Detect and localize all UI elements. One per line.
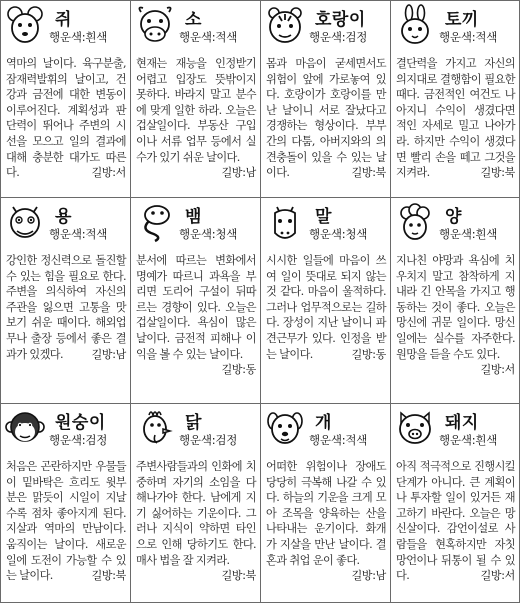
fortune-text	[136, 459, 256, 584]
lucky-direction: 길방:동	[351, 347, 386, 361]
fortune-text	[6, 56, 126, 181]
animal-name: 개	[315, 413, 332, 433]
lucky-color: 행운색:흰색	[439, 227, 498, 241]
lucky-color: 행운색:흰색	[439, 433, 498, 447]
snake-icon	[135, 201, 175, 243]
lucky-color: 행운색:검정	[49, 433, 108, 447]
zodiac-card-tiger	[260, 0, 391, 198]
card-header	[261, 198, 390, 246]
lucky-color: 행운색:적색	[179, 30, 238, 44]
dog-icon	[265, 407, 305, 449]
card-header	[261, 404, 390, 452]
lucky-color: 행운색:청색	[179, 227, 238, 241]
lucky-color: 행운색:적색	[49, 227, 108, 241]
fortune-text	[396, 253, 515, 378]
animal-name: 돼지	[445, 413, 479, 433]
animal-name: 원숭이	[55, 413, 106, 433]
animal-name: 용	[55, 207, 72, 227]
rabbit-icon	[395, 4, 435, 46]
fortune-text	[6, 253, 126, 362]
fortune-body: 처음은 곤란하지만 우물들이 밑바탁은 흐리도 윗부분은 맑듯이 시일이 지날수록 점차 좋아지게 된다. 지살과 역마의 만남이다. 움직이는 날이다. 새로운 일에 도전이 가능할 수 있는 날이다.	[6, 460, 126, 583]
horse-icon	[265, 201, 305, 243]
lucky-color: 행운색:검정	[309, 30, 368, 44]
animal-name: 말	[315, 207, 332, 227]
card-header	[131, 198, 260, 246]
fortune-text	[266, 56, 386, 181]
zodiac-card-sheep	[390, 197, 520, 404]
zodiac-card-snake	[130, 197, 261, 404]
monkey-icon	[5, 407, 45, 449]
animal-name: 뱀	[185, 207, 202, 227]
fortune-body: 어떠한 위험이나 장애도 당당히 극복해 나갈 수 있다. 하늘의 기운을 크게 모아 조목을 양육하는 산을 나타내는 운기이다. 화개가 지살을 만난 날이다. 결혼과 취업 운이 좋다.	[266, 460, 386, 567]
lucky-color: 행운색:검정	[179, 433, 238, 447]
lucky-direction: 길방:서	[480, 569, 515, 583]
fortune-body: 강인한 정신력으로 돌진할 수 있는 힘을 필요로 한다. 주변을 의식하여 자신의 주관을 잃으면 고통을 맛보기 쉬운 때이다. 해외업무나 출장 등에서 좋은 결과가 있겠다.	[6, 254, 126, 361]
lucky-direction: 길방:북	[351, 166, 386, 180]
animal-name: 소	[185, 10, 202, 30]
fortune-body: 주변사람들과의 인화에 치중하며 자기의 소임을 다 해나가야 한다. 남에게 지기 싫어하는 기운이다. 그러나 지식이 약하면 타인으로 인해 당하기도 한다. 매사 법을 잘 지켜라.	[136, 460, 256, 567]
zodiac-card-dragon	[0, 197, 131, 404]
lucky-color: 행운색:청색	[309, 227, 368, 241]
fortune-body: 시시한 일들에 마음이 쓰여 일이 뜻대로 되지 않는 것 같다. 마음이 울적하다. 그러나 업무적으로는 길하다. 장성이 지난 날이니 파견근무가 있다. 인정을 받는 날이다.	[266, 254, 386, 361]
card-header	[391, 1, 519, 49]
card-header	[1, 404, 130, 452]
ox-icon	[135, 4, 175, 46]
lucky-direction: 길방:남	[91, 347, 126, 361]
fortune-body: 역마의 날이다. 육구분출, 잠재력발휘의 날이고, 건강과 금전에 대한 변동이 이루어진다. 계획성과 판단력이 뛰어나 주변의 시선을 모으고 일의 결과에 대해 충분한 대가도 따른다.	[6, 57, 126, 180]
card-header	[1, 198, 130, 246]
card-header	[261, 1, 390, 49]
fortune-text	[396, 56, 515, 181]
fortune-text	[266, 459, 386, 584]
lucky-color: 행운색:적색	[439, 30, 498, 44]
fortune-body: 아직 적극적으로 진행시킬 단계가 아니다. 큰 계획이나 투자할 일이 있거든 재고하기 바란다. 오늘은 망신살이다. 감언이설로 사람들을 현혹하지만 자칫 망언이나 뒤통이 될 수 있다.	[396, 460, 515, 583]
fortune-body: 지나친 야망과 욕심에 치우치지 말고 참착하게 지내라 긴 안목을 가지고 행동하는 것이 좋다. 오늘은 망신에 귀문 일이다. 망신 일에는 실수를 자주한다. 원망을 듣을 수도 있다.	[396, 254, 515, 361]
fortune-text	[136, 253, 256, 378]
lucky-direction: 길방:북	[480, 166, 515, 180]
lucky-direction: 길방:남	[351, 569, 386, 583]
animal-name: 양	[445, 207, 462, 227]
lucky-direction: 길방:서	[480, 363, 515, 377]
zodiac-card-rat	[0, 0, 131, 198]
card-header	[131, 404, 260, 452]
lucky-direction: 길방:동	[221, 363, 256, 377]
dragon-icon	[5, 201, 45, 243]
card-header	[131, 1, 260, 49]
zodiac-card-pig	[390, 403, 520, 603]
fortune-text	[6, 459, 126, 584]
card-header	[391, 198, 519, 246]
tiger-icon	[265, 4, 305, 46]
lucky-direction: 길방:북	[221, 569, 256, 583]
sheep-icon	[395, 201, 435, 243]
fortune-text	[396, 459, 515, 584]
lucky-direction: 길방:서	[91, 166, 126, 180]
card-header	[1, 1, 130, 49]
fortune-body: 몸과 마음이 굳세면서도 위험이 앞에 가로놓여 있다. 호랑이가 호랑이를 만난 날이니 서로 잘났다고 경쟁하는 형상이다. 부부간의 다툼, 아버지와의 의견충돌이 있을 수 있는 날이다.	[266, 57, 386, 180]
animal-name: 닭	[185, 413, 202, 433]
lucky-color: 행운색:적색	[309, 433, 368, 447]
fortune-text	[266, 253, 386, 362]
zodiac-card-monkey	[0, 403, 131, 603]
rooster-icon	[135, 407, 175, 449]
zodiac-card-horse	[260, 197, 391, 404]
zodiac-card-ox	[130, 0, 261, 198]
animal-name: 호랑이	[315, 10, 366, 30]
pig-icon	[395, 407, 435, 449]
rat-icon	[5, 4, 45, 46]
fortune-text	[136, 56, 256, 181]
zodiac-card-rooster	[130, 403, 261, 603]
animal-name: 쥐	[55, 10, 72, 30]
animal-name: 토끼	[445, 10, 479, 30]
fortune-body: 분서에 따르는 변화에서 명예가 따르니 과욕을 부리면 도리어 구설이 뒤따르는 경향이 있다. 오늘은 겁살일이다. 욕심이 많은 날이다. 금전적 피해나 이익을 볼 수 있는 날이다.	[136, 254, 256, 361]
zodiac-card-rabbit	[390, 0, 520, 198]
lucky-direction: 길방:북	[91, 569, 126, 583]
fortune-body: 현재는 재능을 인정받기 어렵고 입장도 뜻밖이지 못하다. 바라지 말고 분수에 맞게 일한 하라. 오늘은 겁살일이다. 부동산 구입이나 서류 업무 등에서 실수가 있기 쉬운 날이다.	[136, 57, 256, 164]
fortune-body: 결단력을 가지고 자신의 의지대로 결행함이 필요한 때다. 금전적인 여건도 나아지니 수익이 생겼다면 적인 자세로 밀고 나아가라. 하지만 수익이 생겼다면 빨리 손을 떼고 그것을 지켜라.	[396, 57, 515, 180]
lucky-color: 행운색:흰색	[49, 30, 108, 44]
card-header	[391, 404, 519, 452]
zodiac-card-dog	[260, 403, 391, 603]
lucky-direction: 길방:남	[221, 166, 256, 180]
